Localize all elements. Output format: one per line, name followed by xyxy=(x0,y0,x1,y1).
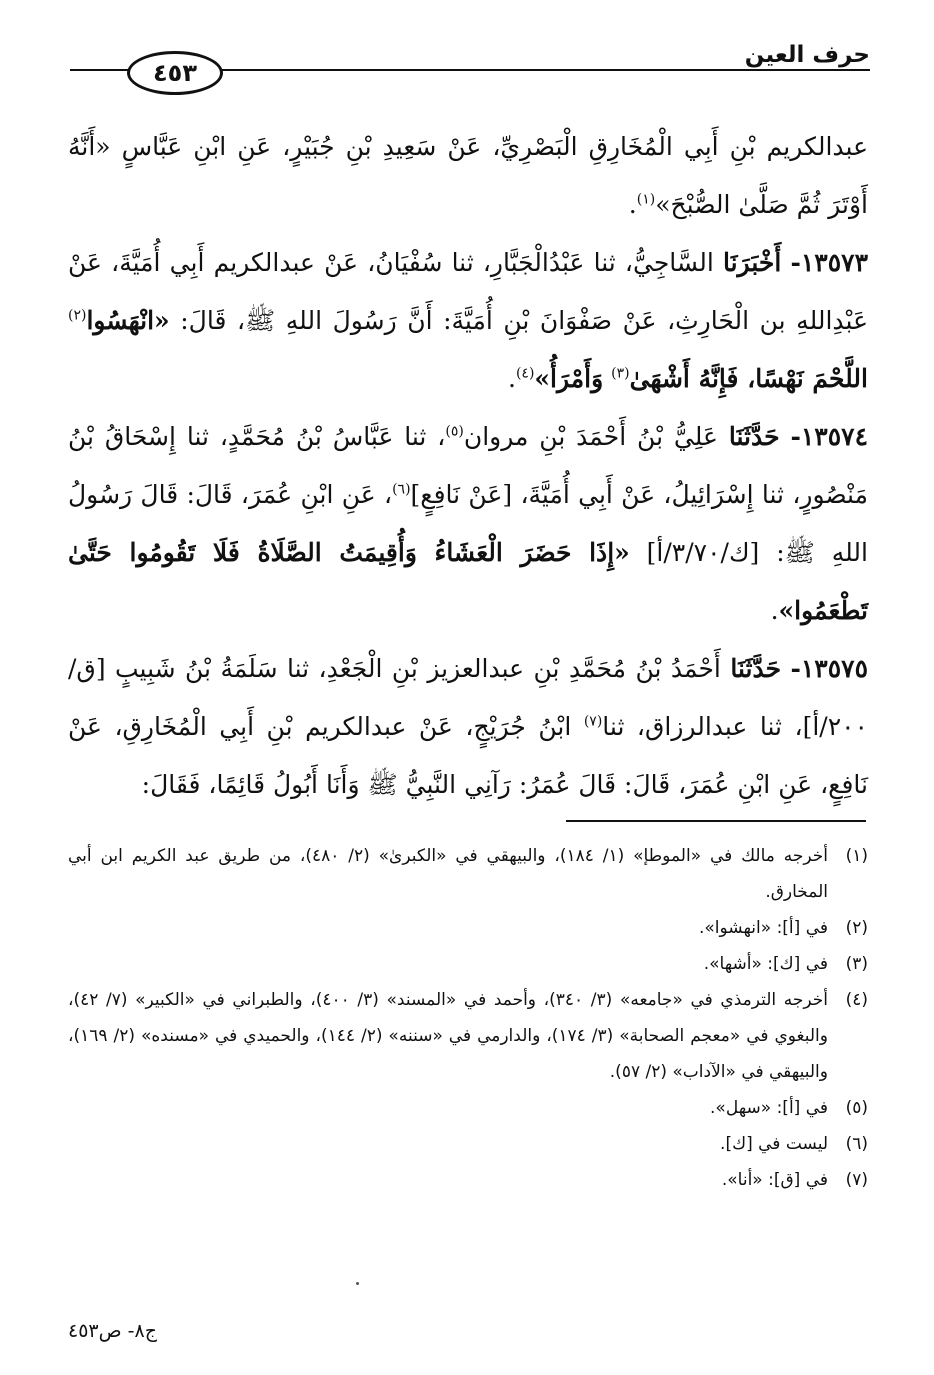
hadith-isnad: ، ثنا عَبَّاسُ بْنُ مُحَمَّدٍ، ثنا إِسْحَاقُ بْنُ مَنْصُورٍ، ثنا إِسْرَائِيلُ، عَنْ أَبِي أُمَيَّةَ، [عَنْ نَافِعٍ] xyxy=(68,422,868,509)
hadith-end: . xyxy=(770,596,779,625)
hadith-matn-part: اللَّحْمَ نَهْسًا، فَإِنَّهُ أَشْهَىٰ xyxy=(629,364,868,393)
footnote-number: (٧) xyxy=(845,1170,868,1190)
hadith-number: ١٣٥٧٥- xyxy=(790,654,868,683)
hadith-isnad: ، عَنِ ابْنِ عُمَرَ، قَالَ: قَالَ رَسُولُ اللهِ ﷺ: [ك/٣/٧٠/أ] xyxy=(68,480,868,567)
footnote-text: أخرجه الترمذي في «جامعه» (٣/ ٣٤٠)، وأحمد في «المسند» (٣/ ٤٠٠)، والطبراني في «الكبير» (٧/ ٤٢)، والبغوي في «معجم الصحابة» (٣/ ١٧٤)، والدارمي في «سننه» (٢/ ١٤٤)، والحميدي في «مسنده» (٢/ ١٦٩)، والبيهقي في «الآداب» (٢/ ٥٧). xyxy=(68,990,828,1082)
footnote-text: في [ك]: «أشها». xyxy=(703,954,828,974)
footnote-ref-3: (٣) xyxy=(611,365,630,382)
footnote-number: (٦) xyxy=(845,1134,868,1154)
footnotes xyxy=(68,838,868,1198)
hadith-13573 xyxy=(68,234,868,408)
footnote-number: (٤) xyxy=(845,990,868,1010)
footnote-text: أخرجه مالك في «الموطإ» (١/ ١٨٤)، والبيهقي في «الكبرىٰ» (٢/ ٤٨٠)، من طريق عبد الكريم ابن أبي المخارق. xyxy=(68,846,828,902)
footnote-text: في [أ]: «انهشوا». xyxy=(699,918,828,938)
page-number: ٤٥٣ xyxy=(127,51,223,95)
page-header xyxy=(70,40,870,100)
hadith-number: ١٣٥٧٤- xyxy=(790,422,868,451)
chapter-title: حرف العين xyxy=(744,42,870,68)
hadith-end: . xyxy=(507,364,516,393)
footnote-text: في [أ]: «سهل». xyxy=(710,1098,828,1118)
footnote-ref-2: (٢) xyxy=(68,307,87,324)
intro-end: . xyxy=(628,190,637,219)
hadith-isnad: عَلِيُّ بْنُ أَحْمَدَ بْنِ مروان xyxy=(463,422,718,451)
footnote-number: (٥) xyxy=(845,1098,868,1118)
footnote-text: ليست في [ك]. xyxy=(720,1134,828,1154)
footnote-text: في [ق]: «أنا». xyxy=(721,1170,828,1190)
hadith-isnad: ابْنُ جُرَيْجٍ، عَنْ عبدالكريم بْنِ أَبِي الْمُخَارِقِ، عَنْ نَافِعٍ، عَنِ ابْنِ عُمَرَ، قَالَ: قَالَ عُمَرُ: رَآنِي النَّبِيُّ ﷺ وَأَنَا أَبُولُ قَائِمًا، فَقَالَ: xyxy=(68,712,868,799)
footnote-ref-4: (٤) xyxy=(515,365,535,382)
hadith-isnad: أَحْمَدُ بْنُ مُحَمَّدِ بْنِ عبدالعزيز بْنِ الْجَعْدِ، ثنا سَلَمَةُ بْنُ شَبِيبٍ [ق/٢٠٠/أ]، ثنا عبدالرزاق، ثنا xyxy=(68,654,868,741)
hadith-matn-part: «انْهَسُوا xyxy=(86,306,170,335)
scan-speck xyxy=(356,1282,359,1285)
footnote-number: (١) xyxy=(845,846,868,866)
footnote xyxy=(68,982,868,1090)
hadith-isnad: السَّاجِيُّ، ثنا عَبْدُالْجَبَّارِ، ثنا سُفْيَانُ، عَنْ عبدالكريم أَبِي أُمَيَّةَ، عَنْ عَبْدِاللهِ بن الْحَارِثِ، عَنْ صَفْوَانَ بْنِ أُمَيَّةَ: أَنَّ رَسُولَ اللهِ ﷺ، قَالَ: xyxy=(68,248,868,335)
footnote-ref-1: (١) xyxy=(636,191,656,208)
hadith-keyword: حَدَّثَنَا xyxy=(728,422,780,451)
hadith-13575 xyxy=(68,640,868,814)
footnote-number: (٢) xyxy=(845,918,868,938)
body-text xyxy=(68,118,868,814)
footnote-number: (٣) xyxy=(845,954,868,974)
footnote xyxy=(68,1162,868,1198)
footnote xyxy=(68,946,868,982)
intro-text: عبدالكريم بْنِ أَبِي الْمُخَارِقِ الْبَصْرِيِّ، عَنْ سَعِيدِ بْنِ جُبَيْرٍ، عَنِ ابْنِ عَبَّاسٍ «أَنَّهُ أَوْتَرَ ثُمَّ صَلَّىٰ الصُّبْحَ» xyxy=(68,132,868,219)
intro-paragraph xyxy=(68,118,868,234)
hadith-13574 xyxy=(68,408,868,640)
footnote xyxy=(68,838,868,910)
footnote xyxy=(68,910,868,946)
footnote-ref-5: (٥) xyxy=(445,423,464,440)
hadith-number: ١٣٥٧٣- xyxy=(790,248,868,277)
page-reference: ج٨- ص٤٥٣ xyxy=(68,1320,157,1342)
hadith-matn-part: وَأَمْرَأُ» xyxy=(534,364,604,393)
footnote-separator xyxy=(566,820,866,822)
hadith-keyword: أَخْبَرَنَا xyxy=(722,248,782,277)
footnote-ref-7: (٧) xyxy=(583,713,603,730)
footnote xyxy=(68,1090,868,1126)
footnote-ref-6: (٦) xyxy=(392,481,411,498)
footnote xyxy=(68,1126,868,1162)
hadith-keyword: حَدَّثَنَا xyxy=(730,654,782,683)
hadith-matn: «إِذَا حَضَرَ الْعَشَاءُ وَأُقِيمَتُ الصَّلَاةُ فَلَا تَقُومُوا حَتَّىٰ تَطْعَمُوا» xyxy=(68,538,868,625)
